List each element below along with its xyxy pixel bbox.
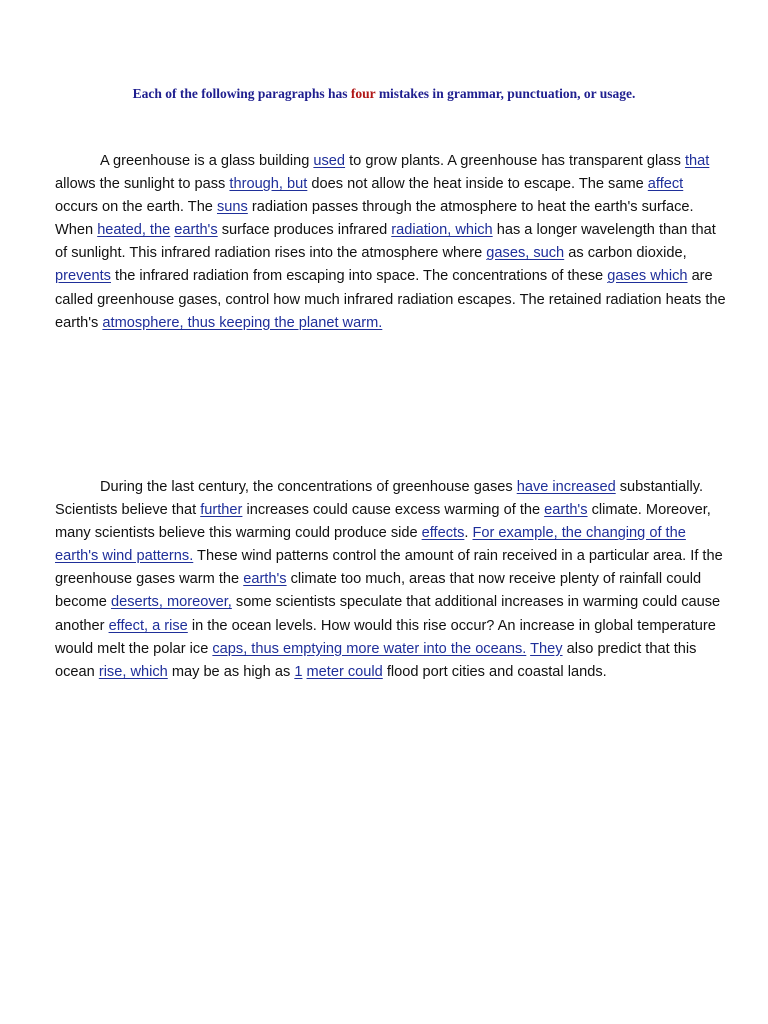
body-text: occurs on the earth. The bbox=[55, 199, 217, 216]
body-text: radiation passes through the atmosphere to heat the earth's surface. When bbox=[55, 199, 694, 239]
paragraph-2 bbox=[55, 476, 730, 684]
instructions-emphasis: four bbox=[350, 86, 376, 101]
marked-phrase: gases which bbox=[607, 268, 688, 285]
body-text: may be as high as bbox=[167, 663, 295, 680]
body-text: increases could cause excess warming of the bbox=[242, 502, 545, 519]
body-text: as carbon dioxide, bbox=[564, 245, 687, 262]
body-text: climate. Moreover, many scientists believe this warming could produce side bbox=[55, 502, 711, 542]
instructions-text-after: mistakes in grammar, punctuation, or usage. bbox=[375, 86, 636, 101]
body-text: in the ocean levels. How would this rise occur? An increase in global temperature would melt the polar ice bbox=[55, 617, 716, 657]
marked-phrase: For example, the changing of the earth's wind patterns. bbox=[55, 525, 686, 565]
body-text: some scientists speculate that additional increases in warming could cause another bbox=[55, 594, 721, 634]
marked-phrase: effect, a rise bbox=[108, 617, 188, 634]
marked-phrase: rise, which bbox=[98, 663, 168, 680]
marked-phrase: deserts, moreover, bbox=[110, 594, 232, 611]
marked-phrase: gases, such bbox=[486, 245, 565, 262]
marked-phrase: earth's bbox=[544, 502, 588, 519]
marked-phrase: They bbox=[530, 640, 563, 657]
body-text: also predict that this ocean bbox=[55, 640, 697, 680]
body-text: has a longer wavelength than that of sunlight. This infrared radiation rises into the atmosphere where bbox=[55, 222, 716, 262]
marked-phrase: earth's bbox=[174, 222, 218, 239]
paragraph-1 bbox=[55, 150, 730, 335]
body-text: surface produces infrared bbox=[217, 222, 392, 239]
marked-phrase: caps, thus emptying more water into the oceans. bbox=[212, 640, 527, 657]
marked-phrase: radiation, which bbox=[391, 222, 493, 239]
body-text: flood port cities and coastal lands. bbox=[382, 663, 607, 680]
marked-phrase: atmosphere, thus keeping the planet warm. bbox=[102, 314, 383, 331]
marked-phrase: 1 bbox=[294, 663, 303, 680]
marked-phrase: meter could bbox=[306, 663, 383, 680]
marked-phrase: affect bbox=[647, 176, 684, 193]
instructions-heading bbox=[0, 86, 768, 102]
marked-phrase: that bbox=[684, 153, 710, 169]
body-text: climate too much, areas that now receive plenty of rainfall could become bbox=[55, 571, 702, 611]
marked-phrase: further bbox=[200, 502, 243, 519]
body-text: does not allow the heat inside to escape. The same bbox=[307, 176, 648, 193]
marked-phrase: prevents bbox=[55, 268, 111, 285]
marked-phrase: used bbox=[313, 153, 346, 169]
body-text: are called greenhouse gases, control how much infrared radiation escapes. The retained radiation heats the earth's bbox=[55, 268, 726, 331]
body-text: During the last century, the concentrations of greenhouse gases bbox=[100, 479, 517, 495]
marked-phrase: earth's bbox=[243, 571, 287, 588]
body-text: A greenhouse is a glass building bbox=[100, 153, 314, 169]
body-text: These wind patterns control the amount of rain received in a particular area. If the greenhouse gases warm the bbox=[55, 548, 723, 588]
marked-phrase: effects bbox=[421, 525, 465, 542]
body-text: allows the sunlight to pass bbox=[55, 176, 230, 193]
body-text: the infrared radiation from escaping into space. The concentrations of these bbox=[110, 268, 608, 285]
body-text: substantially. Scientists believe that bbox=[55, 479, 704, 519]
instructions-text-before: Each of the following paragraphs has bbox=[132, 86, 351, 101]
body-text: . bbox=[464, 525, 473, 542]
marked-phrase: heated, the bbox=[97, 222, 171, 239]
marked-phrase: suns bbox=[216, 199, 248, 216]
marked-phrase: have increased bbox=[516, 479, 616, 495]
marked-phrase: through, but bbox=[229, 176, 308, 193]
body-text: to grow plants. A greenhouse has transparent glass bbox=[345, 153, 685, 169]
